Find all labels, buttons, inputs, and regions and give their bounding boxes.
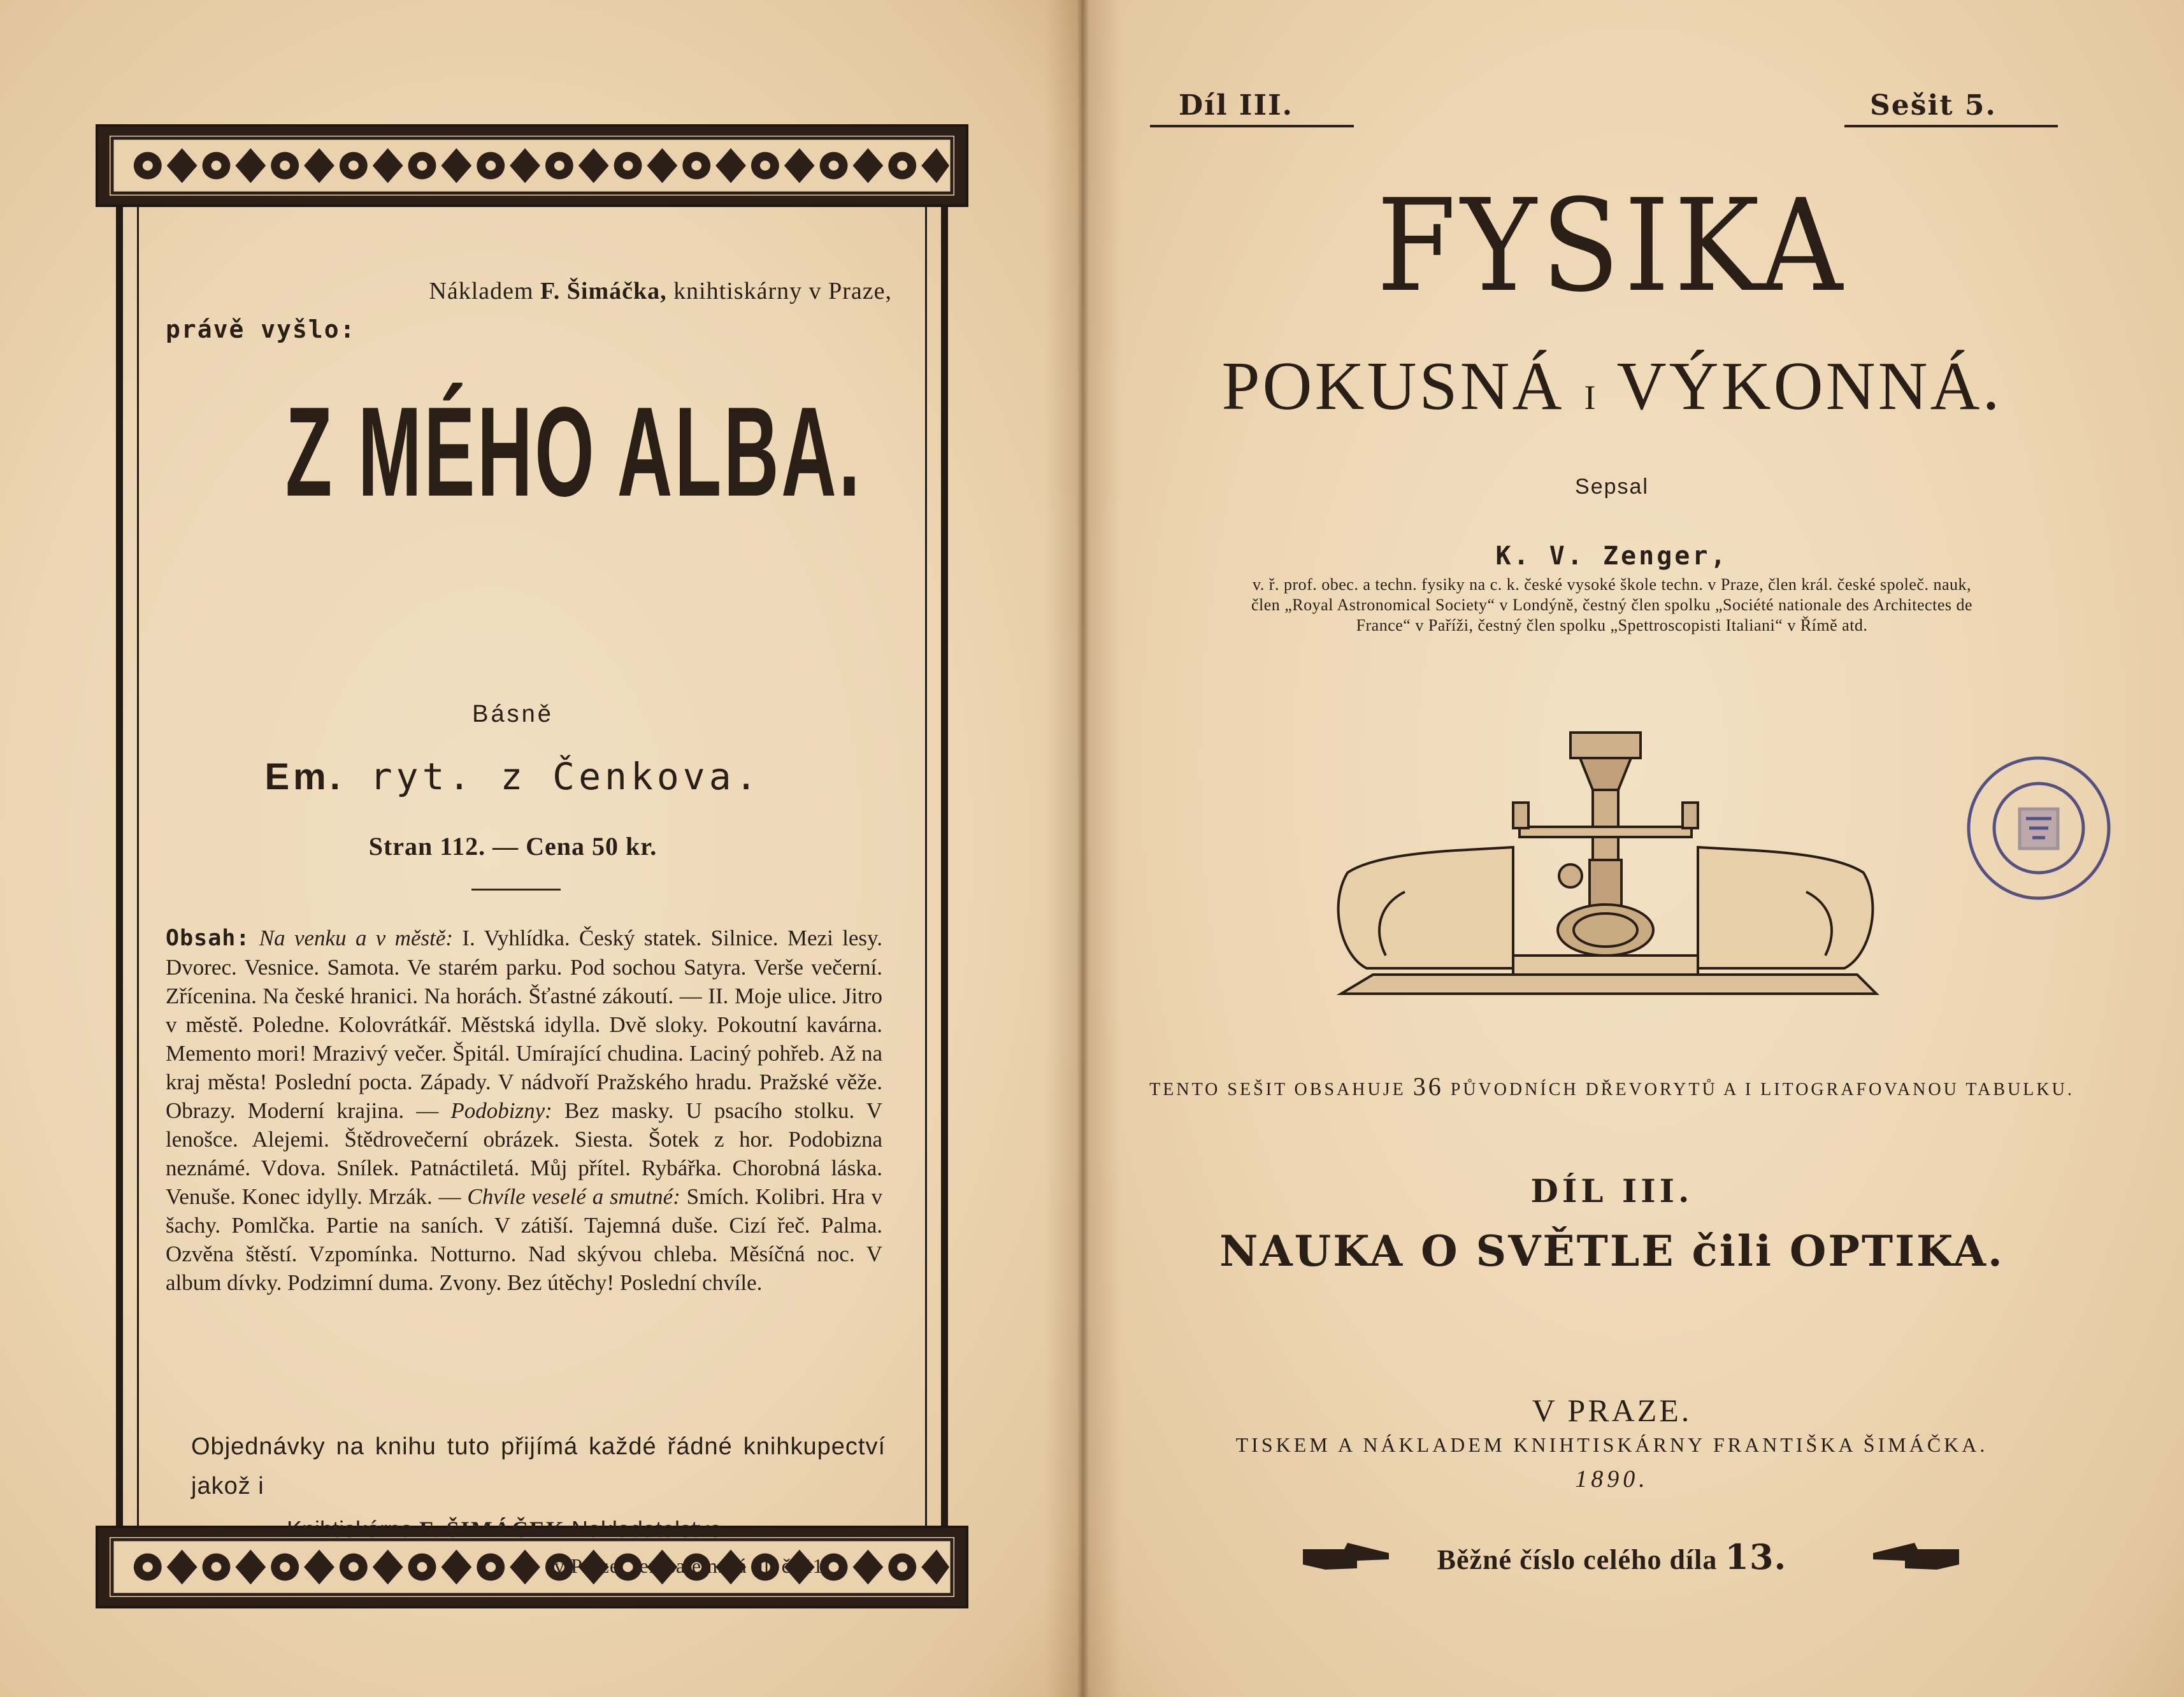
serial-label: Běžné číslo celého díla (1437, 1544, 1718, 1575)
book-title: Z MÉHO ALBA. (285, 381, 863, 523)
book-author (134, 755, 892, 798)
imprint (287, 1516, 988, 1543)
issue-label: Sešit 5. (1870, 89, 1997, 122)
contents-note-a: TENTO SEŠIT OBSAHUJE (1149, 1080, 1406, 1099)
page-title: FYSIKA (1376, 172, 1848, 320)
publication-year: 1890. (1575, 1466, 1649, 1493)
imprint-address: v Praze, Jerusalemská ul. č. 11. (554, 1554, 830, 1577)
publisher-line (166, 277, 892, 305)
compiled-by: Sepsal (1575, 475, 1649, 499)
publisher-prefix: Nákladem (429, 278, 534, 304)
contents-body-1: I. Vyhlídka. Český statek. Silnice. Mezi lesy. Dvorec. Vesnice. Samota. Ve starém parku. Pod sochou Satyra. Verše večerní. Zřícenina. Na české hranici. Na horách. Šťastné zákoutí. — II. Moje ulice. Jitro v městě. Poledne. Kolovrátkář. Městská idylla. Dvě sloky. Pokoutní kavárna. Memento mori! Mrazivý večer. Špitál. Umírající chudina. Laciný pohřeb. Až na kraj města! Poslední pocta. Západy. V nádvoří Pražského hradu. Pražské věže. Obrazy. Moderní krajina. — (166, 926, 883, 1123)
publisher-name: F. Šimáčka, (540, 278, 667, 304)
subtitle-part-b: VÝKONNÁ. (1616, 348, 2002, 424)
author-bio (1153, 575, 2071, 636)
advertisement-content (96, 124, 968, 1608)
part-subject: NAUKA O SVĚTLE čili OPTIKA. (1219, 1226, 2004, 1276)
book-genre: Básně (472, 701, 554, 727)
book-contents (166, 924, 882, 1297)
book-gutter (1045, 0, 1121, 1697)
contents-body-3: Smích. Kolibri. Hra v šachy. Pomlčka. Partie na saních. V zátiší. Tajemná duše. Cizí řeč. Palma. Ozvěna štěstí. Vzpomínka. Notturno. Nad skývou chleba. Měsíčná noc. V album dívky. Podzimní duma. Zvony. Bez útěchy! Poslední chvíle. (166, 1184, 882, 1295)
serial-number (1300, 1536, 1924, 1577)
contents-section-2: Podobizny: (450, 1098, 552, 1123)
publisher-suffix: knihtiskárny v Praze, (673, 278, 892, 304)
contents-note-count-2: I (1744, 1080, 1754, 1099)
part-heading: DÍL III. (1530, 1172, 1693, 1210)
imprint-name: F. ŠIMÁČEK (419, 1517, 565, 1542)
library-stamp-icon (1959, 748, 2118, 908)
volume-rule (1150, 125, 1354, 127)
serial-value: 13. (1725, 1536, 1787, 1577)
just-published: právě vyšlo: (166, 315, 356, 343)
subtitle-part-a: POKUSNÁ (1221, 348, 1565, 424)
contents-note-b: PŮVODNÍCH DŘEVORYTŮ A (1450, 1080, 1738, 1099)
imprint-prefix: Knihtiskárna (287, 1516, 413, 1542)
imprint-suffix: Nakladatelstvo (571, 1516, 722, 1542)
contents-note-c: LITOGRAFOVANOU TABULKU. (1760, 1080, 2074, 1099)
contents-label: Obsah: (166, 926, 250, 951)
subtitle-conjunction: I (1584, 378, 1598, 417)
author-bio-line: člen „Royal Astronomical Society“ v Londýně, čestný člen spolku „Société nationale des Architectes de (1251, 596, 1973, 614)
author-prefix: Em. (264, 756, 344, 798)
author-rest: ryt. z Čenkova. (370, 755, 761, 798)
optical-apparatus-icon (1328, 713, 1883, 1006)
author-bio-line: v. ř. prof. obec. a techn. fysiky na c. k. české vysoké škole techn. v Praze, člen král. české společ. nauk, (1252, 575, 1972, 594)
volume-label: Díl III. (1179, 89, 1293, 122)
printer-line: TISKEM A NÁKLADEM KNIHTISKÁRNY FRANTIŠKA ŠIMÁČKA. (1235, 1433, 1988, 1456)
contents-section-1: Na venku a v městě: (259, 926, 454, 950)
divider (471, 889, 561, 891)
contents-note-count: 36 (1412, 1072, 1444, 1101)
advertisement-frame (96, 124, 968, 1608)
author-bio-line: France“ v Paříži, čestný člen spolku „Spettroscopisti Italiani“ v Římě atd. (1356, 616, 1868, 634)
book-price: Stran 112. — Cena 50 kr. (368, 832, 657, 861)
contents-body-2: Bez masky. U psacího stolku. V lenošce. Alejemi. Štědrovečerní obrázek. Siesta. Šotek z hor. Podobizna neznámé. Vdova. Snílek. Patnáctiletá. Můj přítel. Rybářka. Chorobná láska. Venuše. Konec idylly. Mrzák. — (166, 1098, 882, 1209)
publication-place: V PRAZE. (1532, 1393, 1692, 1428)
left-page (0, 0, 1083, 1697)
contents-note (1140, 1071, 2083, 1101)
pointing-hand-icon (1867, 1536, 1962, 1576)
page-subtitle (1166, 347, 2058, 426)
author-name: K. V. Zenger, (1495, 541, 1728, 571)
order-note: Objednávky na knihu tuto přijímá každé řádné knihkupectví jakož i (191, 1433, 886, 1500)
contents-section-3: Chvíle veselé a smutné: (467, 1184, 680, 1209)
issue-rule (1844, 125, 2058, 127)
